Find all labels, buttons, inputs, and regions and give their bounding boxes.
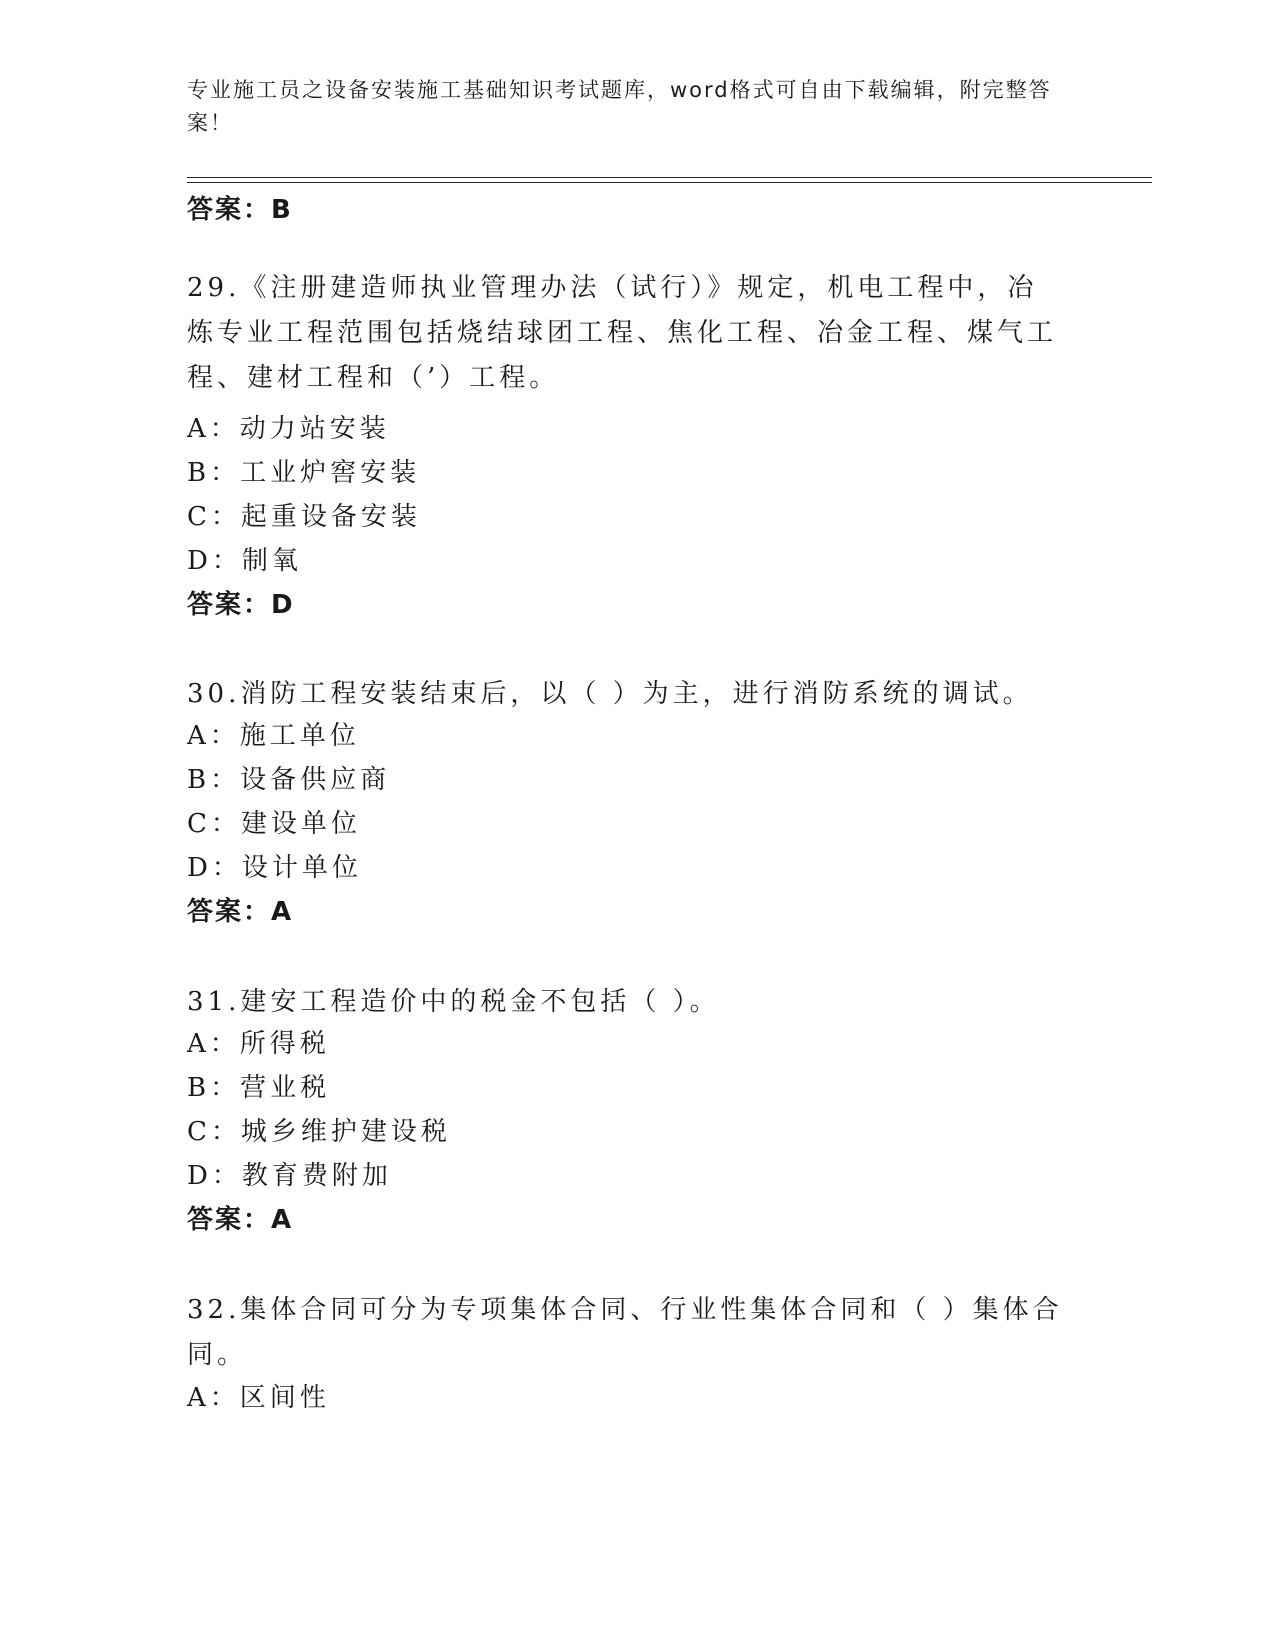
question-31: 31.建安工程造价中的税金不包括（ ）。: [187, 987, 720, 1017]
question-29-answer: 答案：D: [187, 590, 295, 620]
header-divider-top: [187, 177, 1152, 178]
question-29-option-b: B：工业炉窖安装: [187, 458, 421, 488]
question-30-option-d: D：设计单位: [187, 853, 362, 883]
question-29-option-a: A：动力站安装: [187, 414, 390, 444]
question-30-option-c: C：建设单位: [187, 809, 361, 839]
question-29-option-d: D：制氧: [187, 546, 302, 576]
question-31-option-b: B：营业税: [187, 1073, 331, 1103]
question-30-option-a: A：施工单位: [187, 721, 360, 751]
question-32-option-a: A：区间性: [187, 1383, 330, 1413]
question-29-option-c: C：起重设备安装: [187, 502, 421, 532]
question-30-answer: 答案：A: [187, 897, 294, 927]
header-divider-bottom: [187, 182, 1152, 183]
question-30-option-b: B：设备供应商: [187, 765, 391, 795]
question-31-option-a: A：所得税: [187, 1029, 330, 1059]
question-30: 30.消防工程安装结束后，以（ ）为主，进行消防系统的调试。: [187, 679, 1033, 709]
answer-previous: 答案：B: [187, 195, 293, 225]
question-31-option-d: D：教育费附加: [187, 1161, 392, 1191]
question-32: 32.集体合同可分为专项集体合同、行业性集体合同和（ ）集体合同。: [187, 1295, 1063, 1370]
question-31-answer: 答案：A: [187, 1205, 294, 1235]
question-29: 29.《注册建造师执业管理办法（试行）》规定，机电工程中，冶炼专业工程范围包括烧结球团工程、焦化工程、冶金工程、煤气工程、建材工程和（’）工程。: [187, 273, 1058, 393]
question-31-option-c: C：城乡维护建设税: [187, 1117, 451, 1147]
document-header: 专业施工员之设备安装施工基础知识考试题库，word格式可自由下载编辑，附完整答案！: [187, 78, 1052, 135]
